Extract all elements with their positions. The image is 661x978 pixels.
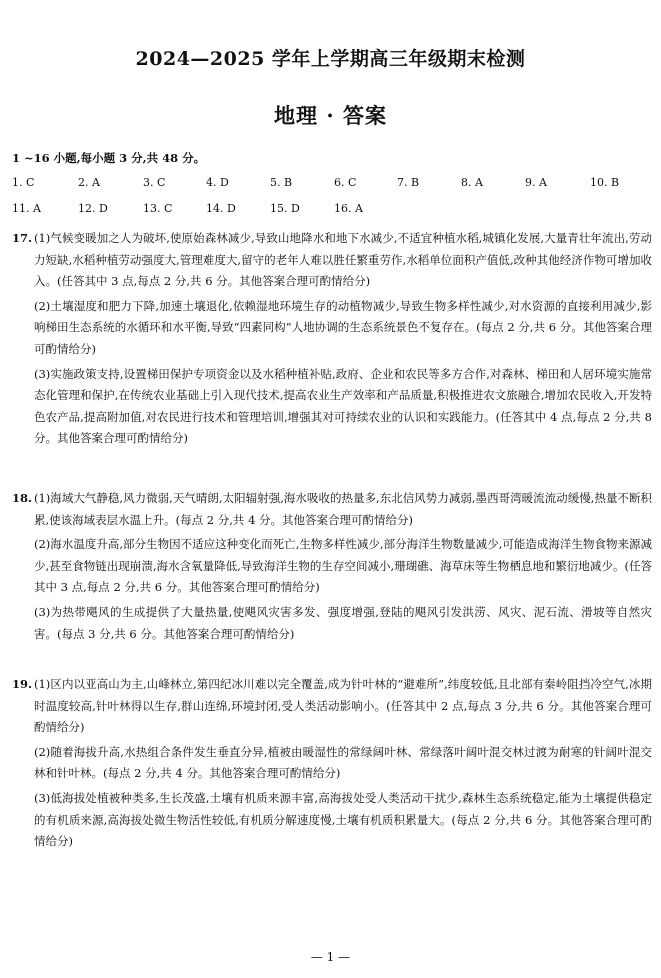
choice-answer: 14. D [206,202,236,215]
choice-answer: 15. D [270,202,300,215]
choice-answer: 9. A [525,176,547,189]
choice-answer: 11. A [12,202,41,215]
answer-part-3: (3)实施政策支持,设置梯田保护专项资金以及水稻种植补贴,政府、企业和农民等多方合作,对森林、梯田和人居环境实施常态化管理和保护,在传统农业基础上引入现代技术,提高农业生产效率和产品质量,积极推进农文旅融合,增加农民收入,开发特色农产品,提高附加值,对农民进行技术和管理培训,增强其对可持续农业的认识和实践能力。(任答其中 4 点,每点 2 分,共 8 分。其他答案合理可酌情给分) [34,366,652,446]
choice-answer: 7. B [397,176,420,189]
choice-answer: 8. A [461,176,483,189]
choice-answers-row-2 [12,202,652,220]
answer-part-3: (3)为热带飓风的生成提供了大量热量,使飓风灾害多发、强度增强,登陆的飓风引发洪涝、风灾、泥石流、滑坡等自然灾害。(每点 3 分,共 6 分。其他答案合理可酌情给分) [34,604,652,641]
choice-answer: 12. D [78,202,108,215]
choice-answer: 13. C [143,202,173,215]
answer-part-1: (1)气候变暖加之人为破坏,使原始森林减少,导致山地降水和地下水减少,不适宜种植水稻,城镇化发展,大量青壮年流出,劳动力短缺,水稻种植劳动强度大,管理难度大,留守的老年人难以胜任繁重劳作,水稻单位面积产值低,改种其他经济作物可增加收入。(任答其中 3 点,每点 2 分,共 6 分。其他答案合理可酌情给分) [34,231,652,289]
choice-section-intro: 1 ~16 小题,每小题 3 分,共 48 分。 [12,151,206,165]
question-number: 18. [12,491,33,505]
question-19 [12,674,652,856]
choice-answer: 2. A [78,176,100,189]
answer-part-3: (3)低海拔处植被种类多,生长茂盛,土壤有机质来源丰富,高海拔处受人类活动干扰少,森林生态系统稳定,能为土壤提供稳定的有机质来源,高海拔处微生物活性较低,有机质分解速度慢,土壤有机质积累量大。(每点 2 分,共 6 分。其他答案合理可酌情给分) [34,790,652,849]
answer-part-2: (2)海水温度升高,部分生物因不适应这种变化而死亡,生物多样性减少,部分海洋生物数量减少,可能造成海洋生物食物来源减少,甚至食物链出现崩溃,海水含氧量降低,导致海洋生物的生存空间减小,珊瑚礁、海草床等生物栖息地和繁衍地减少。(任答其中 3 点,每点 2 分,共 6 分。其他答案合理可酌情给分) [34,537,652,595]
document-subtitle: 地理 · 答案 [274,103,387,128]
question-18 [12,488,652,648]
choice-answer: 1. C [12,176,35,189]
choice-answer: 5. B [270,176,293,189]
question-17 [12,228,652,453]
answer-part-2: (2)随着海拔升高,水热组合条件发生垂直分异,植被由暖湿性的常绿阔叶林、常绿落叶阔叶混交林过渡为耐寒的针阔叶混交林和针叶林。(每点 2 分,共 4 分。其他答案合理可酌情给分) [34,744,652,781]
question-number: 19. [12,677,33,691]
choice-answer: 6. C [334,176,357,189]
choice-answers-row-1 [12,176,652,194]
choice-answer: 10. B [590,176,620,189]
choice-answer: 3. C [143,176,166,189]
choice-answer: 4. D [206,176,229,189]
page-number: — 1 — [310,950,351,964]
answer-part-1: (1)海域大气静稳,风力微弱,天气晴朗,太阳辐射强,海水吸收的热量多,东北信风势力减弱,墨西哥湾暖流流动缓慢,热量不断积累,使该海域表层水温上升。(每点 2 分,共 4 分。其他答案合理可酌情给分) [34,491,652,527]
answer-part-1: (1)区内以亚高山为主,山峰林立,第四纪冰川难以完全覆盖,成为针叶林的“避难所”,纬度较低,且北部有秦岭阻挡冷空气,冰期时温度较高,针叶林得以生存,群山连绵,环境封闭,受人类活动影响小。(任答其中 2 点,每点 3 分,共 6 分。其他答案合理可酌情给分) [34,677,652,735]
answer-part-2: (2)土壤湿度和肥力下降,加速土壤退化,依赖湿地环境生存的动植物减少,导致生物多样性减少,对水资源的直接利用减少,影响梯田生态系统的水循环和水平衡,导致“四素同构”人地协调的生态系统景色不复存在。(每点 2 分,共 6 分。其他答案合理可酌情给分) [34,298,652,356]
question-number: 17. [12,231,33,245]
choice-answer: 16. A [334,202,363,215]
document-title: 2024—2025 学年上学期高三年级期末检测 [135,48,526,70]
